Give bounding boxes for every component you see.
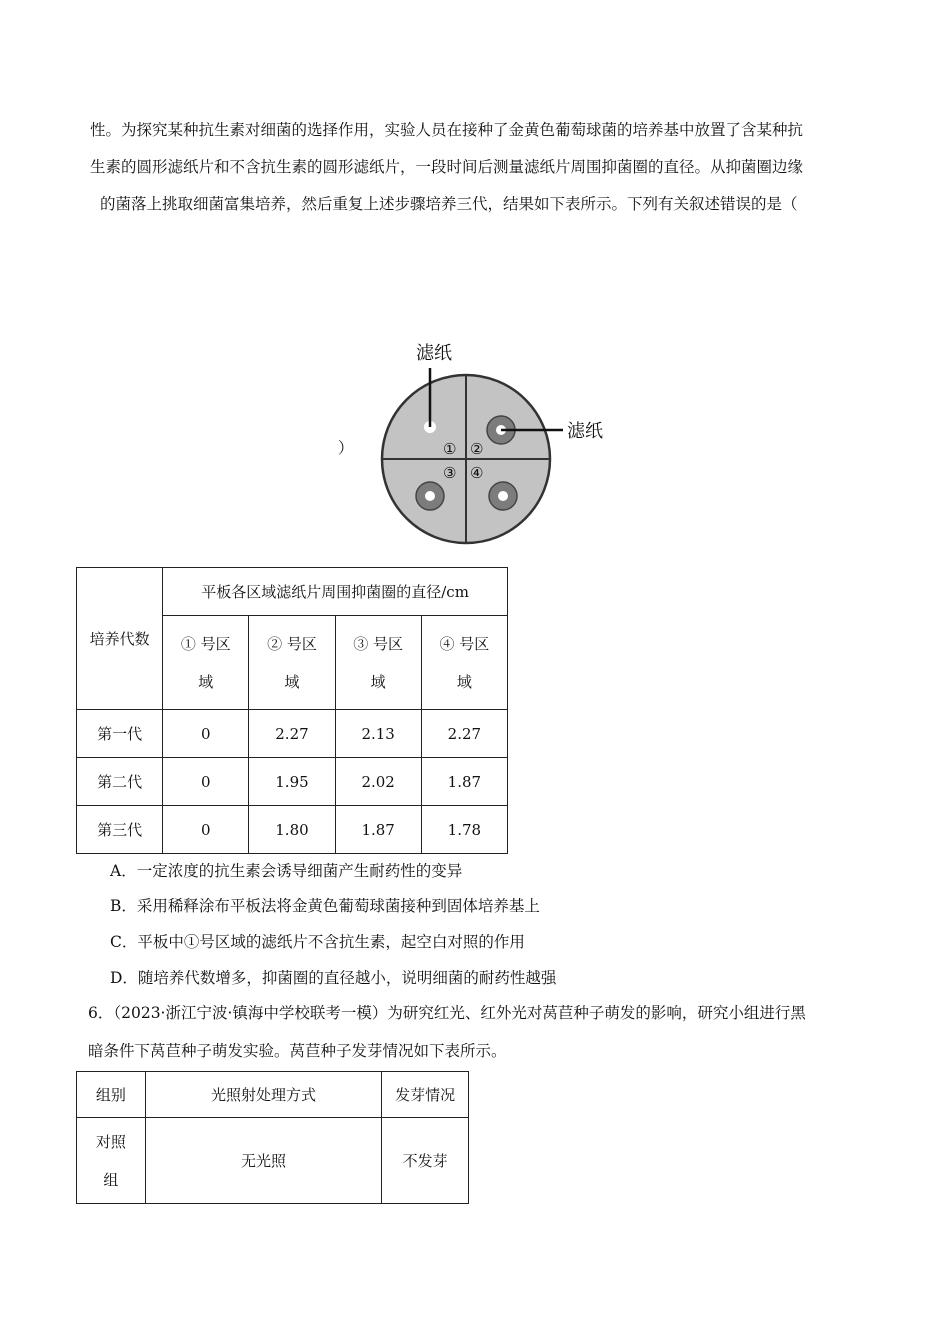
region-label-4: ④ bbox=[470, 464, 484, 482]
question-6-line-1: 6．（2023·浙江宁波·镇海中学校联考一模）为研究红光、红外光对莴苣种子萌发的影响，研究小组进行黑 bbox=[88, 1004, 806, 1022]
inhibition-zone-table bbox=[76, 567, 508, 854]
table-header-row bbox=[77, 1072, 469, 1118]
table-cell: 1.78 bbox=[421, 806, 507, 854]
header-group: 组别 bbox=[77, 1072, 146, 1118]
table-cell: 2.02 bbox=[335, 758, 421, 806]
table-cell: 2.27 bbox=[249, 710, 335, 758]
row-label: 第二代 bbox=[77, 758, 163, 806]
table-row bbox=[77, 710, 508, 758]
option-b: B．采用稀释涂布平板法将金黄色葡萄球菌接种到固体培养基上 bbox=[110, 897, 540, 915]
table-cell: 0 bbox=[163, 758, 249, 806]
header-region-3: ③ 号区 域 bbox=[335, 616, 421, 710]
header-region-1: ① 号区 域 bbox=[163, 616, 249, 710]
group-cell: 对照 组 bbox=[77, 1118, 146, 1204]
filter-paper-4 bbox=[498, 491, 508, 501]
intro-line-1: 性。为探究某种抗生素对细菌的选择作用，实验人员在接种了金黄色葡萄球菌的培养基中放置了含某种抗 bbox=[90, 121, 804, 139]
table-row bbox=[77, 758, 508, 806]
option-c: C．平板中①号区域的滤纸片不含抗生素，起空白对照的作用 bbox=[110, 933, 525, 951]
header-generation: 培养代数 bbox=[77, 568, 163, 710]
table-cell: 2.13 bbox=[335, 710, 421, 758]
close-paren: ） bbox=[338, 439, 354, 457]
germination-table bbox=[76, 1071, 469, 1204]
question-6-line-2: 暗条件下莴苣种子萌发实验。莴苣种子发芽情况如下表所示。 bbox=[88, 1042, 507, 1060]
table-cell: 0 bbox=[163, 710, 249, 758]
table-cell: 0 bbox=[163, 806, 249, 854]
header-region-2: ② 号区 域 bbox=[249, 616, 335, 710]
table-row bbox=[77, 806, 508, 854]
intro-line-3: 的菌落上挑取细菌富集培养，然后重复上述步骤培养三代，结果如下表所示。下列有关叙述错误的是（ bbox=[100, 195, 798, 213]
intro-line-2: 生素的圆形滤纸片和不含抗生素的圆形滤纸片，一段时间后测量滤纸片周围抑菌圈的直径。从抑菌圈边缘 bbox=[90, 158, 804, 176]
region-label-3: ③ bbox=[443, 464, 457, 482]
table-cell: 1.95 bbox=[249, 758, 335, 806]
option-a: A．一定浓度的抗生素会诱导细菌产生耐药性的变异 bbox=[110, 862, 463, 880]
row-label: 第一代 bbox=[77, 710, 163, 758]
table-cell: 1.80 bbox=[249, 806, 335, 854]
row-label: 第三代 bbox=[77, 806, 163, 854]
header-treatment: 光照射处理方式 bbox=[145, 1072, 381, 1118]
petri-dish-figure bbox=[370, 333, 620, 553]
region-label-1: ① bbox=[443, 440, 457, 458]
table-cell: 1.87 bbox=[335, 806, 421, 854]
header-diameter: 平板各区域滤纸片周围抑菌圈的直径/cm bbox=[163, 568, 508, 616]
table-cell: 1.87 bbox=[421, 758, 507, 806]
option-d: D．随培养代数增多，抑菌圈的直径越小，说明细菌的耐药性越强 bbox=[110, 969, 557, 987]
filter-paper-3 bbox=[425, 491, 435, 501]
table-row bbox=[77, 1118, 469, 1204]
region-label-2: ② bbox=[470, 440, 484, 458]
treatment-cell: 无光照 bbox=[145, 1118, 381, 1204]
header-region-4: ④ 号区 域 bbox=[421, 616, 507, 710]
table-cell: 2.27 bbox=[421, 710, 507, 758]
label-filter-right: 滤纸 bbox=[567, 421, 603, 442]
result-cell: 不发芽 bbox=[382, 1118, 469, 1204]
label-filter-top: 滤纸 bbox=[416, 343, 452, 364]
header-result: 发芽情况 bbox=[382, 1072, 469, 1118]
